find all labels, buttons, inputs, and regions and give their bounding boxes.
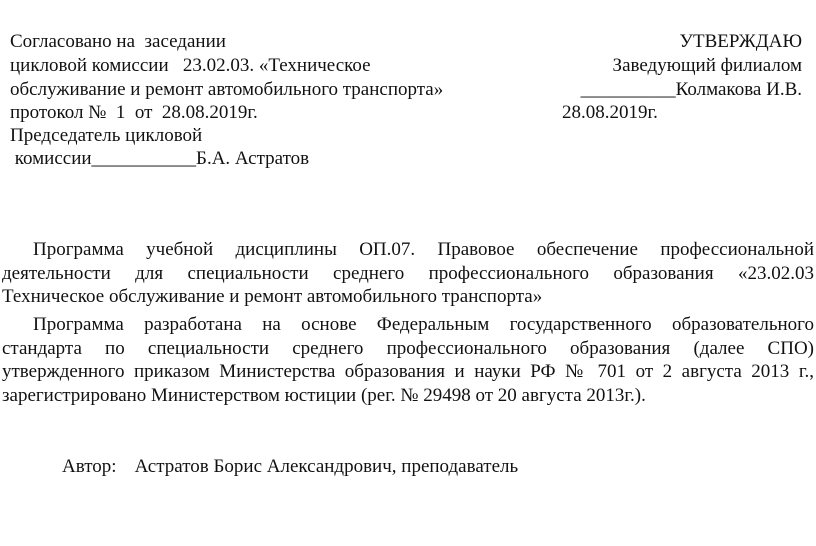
approval-right-line-1: УТВЕРЖДАЮ: [679, 31, 802, 52]
paragraph-program-row-3: Техническое обслуживание и ремонт автомобильного транспорта»: [2, 286, 543, 307]
approval-left-line-4: протокол № 1 от 28.08.2019г.: [10, 102, 258, 123]
author-label: Автор:: [62, 456, 117, 477]
approval-left-line-6: комиссии___________Б.А. Астратов: [10, 148, 310, 169]
approval-left-line-1: Согласовано на заседании: [10, 31, 226, 52]
paragraph-program-row-2: деятельности для специальности среднего профессионального образования «23.02.03: [2, 262, 814, 284]
paragraph-basis-row-4: зарегистрировано Министерством юстиции (рег. № 29498 от 20 августа 2013г.).: [2, 384, 646, 406]
paragraph-basis: [2, 313, 814, 407]
approval-right-line-4: 28.08.2019г.: [562, 102, 658, 123]
author-value: Астратов Борис Александрович, преподаватель: [134, 456, 519, 477]
paragraph-basis-row-1: Программа разработана на основе Федеральным государственного образовательного: [33, 314, 814, 335]
author-line: [62, 455, 518, 478]
paragraph-program-row-1: Программа учебной дисциплины ОП.07. Правовое обеспечение профессиональной: [33, 239, 814, 260]
approval-right-line-2: Заведующий филиалом: [612, 55, 802, 76]
approval-left-line-3: обслуживание и ремонт автомобильного транспорта»: [10, 79, 444, 100]
paragraph-program: [2, 238, 814, 309]
approval-right-line-3: __________Колмакова И.В.: [580, 79, 802, 100]
approval-left-line-5: Председатель цикловой: [10, 125, 203, 146]
paragraph-basis-row-3: утвержденного приказом Министерства образования и науки РФ № 701 от 2 августа 2013 г.,: [2, 361, 814, 382]
approval-left-line-2: цикловой комиссии 23.02.03. «Техническое: [10, 55, 371, 76]
paragraph-basis-row-2: стандарта по специальности среднего профессионального образования (далее СПО): [2, 337, 814, 359]
